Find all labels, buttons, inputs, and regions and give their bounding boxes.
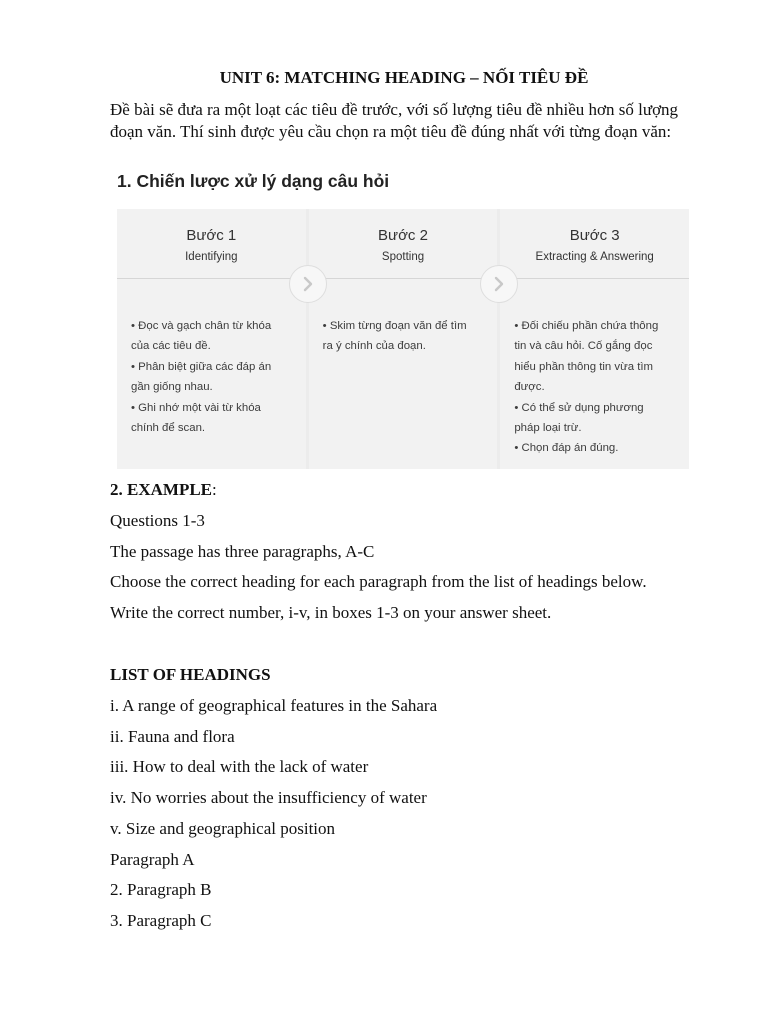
step-header: [309, 209, 498, 279]
chevron-right-icon: [289, 265, 327, 303]
instruction-write: Write the correct number, i-v, in boxes 1-3 on your answer sheet.: [110, 603, 552, 622]
instruction-choose: Choose the correct heading for each paragraph from the list of headings below.: [110, 572, 647, 591]
step-subtitle: Extracting & Answering: [535, 251, 654, 263]
step-line: hiểu phần thông tin vừa tìm: [514, 360, 654, 373]
heading-item: iv. No worries about the insufficiency of water: [110, 788, 427, 807]
strategy-heading: 1. Chiến lược xử lý dạng câu hỏi: [117, 171, 390, 191]
step-line: pháp loại trừ.: [514, 422, 582, 435]
example-heading-line: [110, 480, 217, 500]
paragraph-label: 3. Paragraph C: [110, 911, 212, 930]
step-line: • Chọn đáp án đúng.: [514, 442, 619, 455]
heading-item: iii. How to deal with the lack of water: [110, 757, 369, 776]
step-line: tin và câu hỏi. Cố gắng đọc: [514, 340, 653, 353]
step-subtitle: Spotting: [381, 251, 425, 263]
step-header: [117, 209, 306, 279]
chevron-right-icon: [480, 265, 518, 303]
example-colon: :: [212, 480, 217, 499]
step-body: [117, 279, 306, 438]
step-subtitle: Identifying: [185, 251, 238, 263]
step-card-1: [117, 209, 306, 469]
headings-list-title: LIST OF HEADINGS: [110, 665, 271, 684]
step-card-3: [500, 209, 689, 469]
step-line: chính để scan.: [131, 422, 206, 435]
paragraph-label: Paragraph A: [110, 850, 195, 869]
step-line: gần giống nhau.: [131, 381, 213, 394]
intro-paragraph: Đề bài sẽ đưa ra một loạt các tiêu đề trước, với số lượng tiêu đề nhiều hơn số lượng đoạn văn. Thí sinh được yêu cầu chọn ra một tiêu đề đúng nhất với từng đoạn văn:: [110, 100, 679, 141]
step-line: • Skim từng đoạn văn để tìm: [322, 320, 467, 332]
step-name: Bước 1: [186, 227, 237, 244]
step-line: được.: [514, 381, 545, 394]
step-line: ra ý chính của đoạn.: [322, 340, 426, 353]
questions-range: Questions 1-3: [110, 511, 205, 530]
step-name: Bước 2: [378, 227, 428, 244]
step-body: [500, 279, 689, 459]
passage-description: The passage has three paragraphs, A-C: [110, 542, 375, 561]
step-body: [309, 279, 498, 357]
paragraph-label: 2. Paragraph B: [110, 880, 212, 899]
step-card-2: [309, 209, 498, 469]
example-heading: 2. EXAMPLE: [110, 480, 212, 499]
step-line: • Có thể sử dụng phương: [514, 401, 644, 414]
step-line: • Phân biệt giữa các đáp án: [131, 360, 272, 373]
step-line: • Đọc và gạch chân từ khóa: [131, 320, 272, 332]
step-name: Bước 3: [569, 227, 620, 244]
heading-item: v. Size and geographical position: [110, 819, 336, 838]
page-title: UNIT 6: MATCHING HEADING – NỐI TIÊU ĐỀ: [219, 68, 589, 87]
step-line: • Ghi nhớ một vài từ khóa: [131, 401, 261, 414]
step-line: • Đối chiếu phần chứa thông: [514, 320, 659, 332]
steps-diagram: [117, 209, 689, 469]
step-line: của các tiêu đề.: [131, 340, 211, 353]
heading-item: ii. Fauna and flora: [110, 727, 235, 746]
heading-item: i. A range of geographical features in the Sahara: [110, 696, 438, 715]
step-header: [500, 209, 689, 279]
